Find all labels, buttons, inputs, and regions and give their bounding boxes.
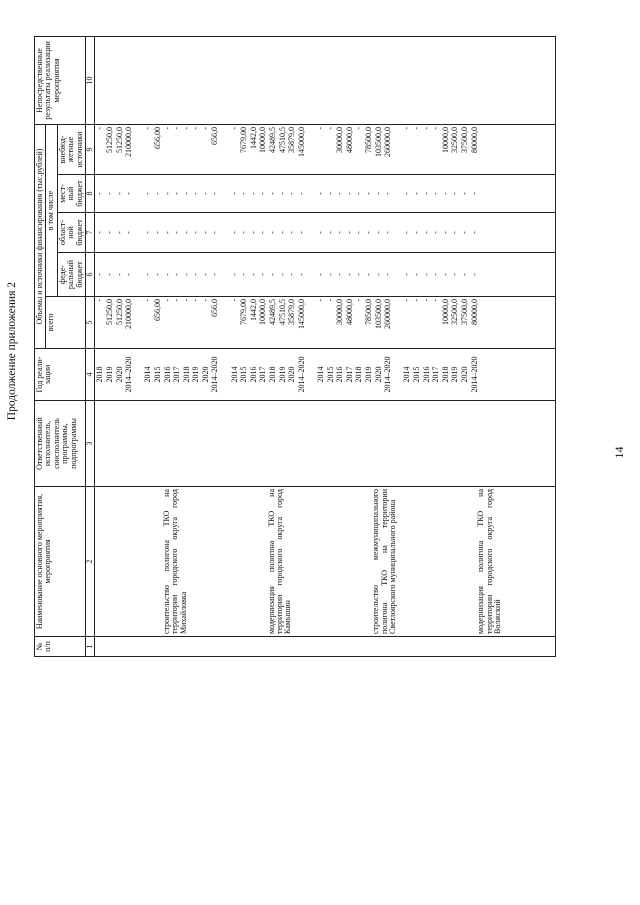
regional-value: - [152, 231, 162, 234]
year-value: 2016 [335, 366, 345, 383]
regional-value: - [335, 231, 345, 234]
local-value: - [469, 192, 479, 195]
year-value: 2015 [239, 366, 249, 383]
column-number: 4 [85, 349, 94, 401]
federal-value: - [431, 273, 441, 276]
local-cell [95, 175, 556, 213]
extrabudget-value: 37500,0 [459, 127, 469, 153]
year-value: 2014 [143, 366, 153, 383]
federal-value: - [354, 273, 364, 276]
local-value: - [411, 192, 421, 195]
local-value: - [191, 192, 201, 195]
extrabudget-value: 1442,0 [248, 127, 258, 149]
year-value: 2019 [104, 366, 114, 383]
column-number: 3 [85, 401, 94, 487]
extrabudget-value: - [162, 127, 172, 130]
federal-value: - [450, 273, 460, 276]
no-cell [95, 637, 556, 657]
appendix-title: Продолжение приложения 2 [6, 282, 18, 421]
regional-value: - [469, 231, 479, 234]
header-year: Год реали- зации [35, 349, 86, 401]
year-value: 2020 [287, 366, 297, 383]
regional-value: - [162, 231, 172, 234]
header-local: мест- ный бюджет [57, 175, 85, 213]
name-cell [95, 487, 556, 637]
regional-value: - [143, 231, 153, 234]
local-value: - [277, 192, 287, 195]
year-value: 2019 [191, 366, 201, 383]
federal-value: - [114, 273, 124, 276]
year-value: 2020 [459, 366, 469, 383]
extrabudget-value: 51250,0 [104, 127, 114, 153]
regional-value: - [325, 231, 335, 234]
extrabudget-value: - [172, 127, 182, 130]
total-value: - [162, 299, 172, 302]
total-value: 10000,0 [258, 299, 268, 325]
total-value: 10000,0 [440, 299, 450, 325]
regional-value: - [277, 231, 287, 234]
regional-value: - [181, 231, 191, 234]
federal-value: - [325, 273, 335, 276]
total-value: 656,0 [210, 299, 220, 317]
total-value: 42489,5 [268, 299, 278, 325]
regional-value: - [114, 231, 124, 234]
local-value: - [296, 192, 306, 195]
year-value: 2014 [316, 366, 325, 383]
year-value: 2014–2020 [296, 356, 306, 393]
federal-value: - [229, 273, 239, 276]
total-value: 260000,0 [383, 299, 393, 329]
extrabudget-value: 32500,0 [450, 127, 460, 153]
year-value: 2014–2020 [124, 356, 134, 393]
local-value: - [239, 192, 249, 195]
federal-value: - [210, 273, 220, 276]
total-value: 51250,0 [104, 299, 114, 325]
regional-value: - [296, 231, 306, 234]
regional-value: - [191, 231, 201, 234]
extrabudget-value: 210000,0 [124, 127, 134, 157]
total-value: - [316, 299, 325, 302]
year-value: 2020 [114, 366, 124, 383]
regional-value: - [258, 231, 268, 234]
total-value: 210000,0 [124, 299, 134, 329]
federal-value: - [143, 273, 153, 276]
column-number: 2 [85, 487, 94, 637]
regional-value: - [459, 231, 469, 234]
total-value: 37500,0 [459, 299, 469, 325]
header-result: Непосредственные результаты реализации мероприятия [35, 37, 86, 125]
local-value: - [181, 192, 191, 195]
extrabudget-cell [95, 125, 556, 175]
federal-value: - [104, 273, 114, 276]
header-regional: област- ной бюджет [57, 213, 85, 253]
extrabudget-value: - [354, 127, 364, 130]
header-extrabudget: внебюд- жетные источники [57, 125, 85, 175]
regional-value: - [104, 231, 114, 234]
federal-value: - [248, 273, 258, 276]
extrabudget-value: - [200, 127, 210, 130]
total-value: - [421, 299, 431, 302]
local-value: - [316, 192, 325, 195]
local-value: - [373, 192, 383, 195]
funding-table [34, 36, 556, 657]
extrabudget-value: 47510,5 [277, 127, 287, 153]
total-value: 656,00 [152, 299, 162, 321]
regional-value: - [354, 231, 364, 234]
total-value: 103500,0 [373, 299, 383, 329]
year-value: 2018 [440, 366, 450, 383]
federal-value: - [421, 273, 431, 276]
total-cell [95, 297, 556, 349]
federal-value: - [316, 273, 325, 276]
year-value: 2015 [411, 366, 421, 383]
table-row [95, 37, 556, 657]
result-cell [95, 37, 556, 125]
total-value: 78500,0 [363, 299, 373, 325]
extrabudget-value: 48000,0 [344, 127, 354, 153]
local-value: - [258, 192, 268, 195]
total-value: - [325, 299, 335, 302]
total-value: - [172, 299, 182, 302]
regional-value: - [248, 231, 258, 234]
extrabudget-value: - [316, 127, 325, 130]
year-cell [95, 349, 556, 401]
extrabudget-value: 51250,0 [114, 127, 124, 153]
local-value: - [229, 192, 239, 195]
column-number: 10 [85, 37, 94, 125]
regional-value: - [411, 231, 421, 234]
federal-value: - [191, 273, 201, 276]
year-value: 2017 [344, 366, 354, 383]
total-value: - [431, 299, 441, 302]
extrabudget-value: - [181, 127, 191, 130]
local-value: - [325, 192, 335, 195]
local-value: - [152, 192, 162, 195]
total-value: 7679,00 [239, 299, 249, 325]
federal-value: - [383, 273, 393, 276]
extrabudget-value: 145000,0 [296, 127, 306, 157]
extrabudget-value: - [325, 127, 335, 130]
extrabudget-value: 35879,0 [287, 127, 297, 153]
header-name: Наименование основного мероприятия, мероприятия [35, 487, 86, 637]
federal-value: - [162, 273, 172, 276]
federal-cell [95, 253, 556, 297]
total-value: - [229, 299, 239, 302]
extrabudget-value: 42489,5 [268, 127, 278, 153]
total-value: 48000,0 [344, 299, 354, 325]
local-value: - [459, 192, 469, 195]
regional-value: - [229, 231, 239, 234]
local-value: - [363, 192, 373, 195]
local-value: - [248, 192, 258, 195]
column-number: 9 [85, 125, 94, 175]
year-value: 2020 [200, 366, 210, 383]
extrabudget-value: 7679,00 [239, 127, 249, 153]
local-value: - [162, 192, 172, 195]
extrabudget-value: 30000,0 [335, 127, 345, 153]
column-number: 1 [85, 637, 94, 657]
measure-name: модернизация полигона ТКО на территории городского округа город Волжский [476, 489, 502, 634]
local-value: - [344, 192, 354, 195]
regional-value: - [210, 231, 220, 234]
extrabudget-value: 260000,0 [383, 127, 393, 157]
extrabudget-value: 78500,0 [363, 127, 373, 153]
total-value: - [95, 299, 105, 302]
regional-value: - [287, 231, 297, 234]
extrabudget-value: - [95, 127, 105, 130]
regional-value: - [268, 231, 278, 234]
federal-value: - [152, 273, 162, 276]
header-federal: феде- ральный бюджет [57, 253, 85, 297]
local-value: - [104, 192, 114, 195]
regional-value: - [373, 231, 383, 234]
year-value: 2017 [172, 366, 182, 383]
federal-value: - [296, 273, 306, 276]
total-value: - [411, 299, 421, 302]
local-value: - [431, 192, 441, 195]
total-value: - [200, 299, 210, 302]
year-value: 2014–2020 [383, 356, 393, 393]
regional-value: - [95, 231, 105, 234]
year-value: 2018 [354, 366, 364, 383]
federal-value: - [124, 273, 134, 276]
column-number: 8 [85, 175, 94, 213]
header-total: всего [46, 297, 86, 349]
year-value: 2018 [181, 366, 191, 383]
year-value: 2019 [450, 366, 460, 383]
local-value: - [210, 192, 220, 195]
header-including: в том числе [46, 125, 57, 297]
page-number: 14 [612, 446, 626, 459]
header-no: № п/п [35, 637, 86, 657]
local-value: - [450, 192, 460, 195]
extrabudget-value: - [411, 127, 421, 130]
federal-value: - [344, 273, 354, 276]
regional-value: - [200, 231, 210, 234]
federal-value: - [258, 273, 268, 276]
extrabudget-value: 80000,0 [469, 127, 479, 153]
federal-value: - [268, 273, 278, 276]
regional-value: - [363, 231, 373, 234]
local-value: - [95, 192, 105, 195]
year-value: 2019 [363, 366, 373, 383]
responsible-cell [95, 401, 556, 487]
federal-value: - [402, 273, 412, 276]
extrabudget-value: - [229, 127, 239, 130]
year-value: 2020 [373, 366, 383, 383]
local-value: - [124, 192, 134, 195]
federal-value: - [440, 273, 450, 276]
total-value: - [402, 299, 412, 302]
local-value: - [114, 192, 124, 195]
extrabudget-value: - [402, 127, 412, 130]
regional-value: - [402, 231, 412, 234]
federal-value: - [181, 273, 191, 276]
year-value: 2015 [325, 366, 335, 383]
regional-value: - [450, 231, 460, 234]
year-value: 2016 [162, 366, 172, 383]
year-value: 2018 [268, 366, 278, 383]
year-value: 2014–2020 [469, 356, 479, 393]
federal-value: - [200, 273, 210, 276]
extrabudget-value: - [143, 127, 153, 130]
federal-value: - [335, 273, 345, 276]
federal-value: - [469, 273, 479, 276]
header-funding: Объемы и источники финансирования (тыс.рублей) [35, 125, 46, 349]
year-value: 2017 [431, 366, 441, 383]
federal-value: - [363, 273, 373, 276]
total-value: 47510,5 [277, 299, 287, 325]
local-value: - [421, 192, 431, 195]
federal-value: - [287, 273, 297, 276]
local-value: - [383, 192, 393, 195]
extrabudget-value: 10000,0 [258, 127, 268, 153]
year-value: 2015 [152, 366, 162, 383]
total-value: 30000,0 [335, 299, 345, 325]
regional-value: - [239, 231, 249, 234]
total-value: 80000,0 [469, 299, 479, 325]
regional-value: - [421, 231, 431, 234]
federal-value: - [277, 273, 287, 276]
total-value: - [354, 299, 364, 302]
local-value: - [268, 192, 278, 195]
year-value: 2014 [402, 366, 412, 383]
total-value: 145000,0 [296, 299, 306, 329]
regional-value: - [172, 231, 182, 234]
year-value: 2014–2020 [210, 356, 220, 393]
year-value: 2017 [258, 366, 268, 383]
year-value: 2018 [95, 366, 105, 383]
total-value: - [143, 299, 153, 302]
extrabudget-value: 656,0 [210, 127, 220, 145]
total-value: 32500,0 [450, 299, 460, 325]
regional-value: - [431, 231, 441, 234]
federal-value: - [373, 273, 383, 276]
extrabudget-value: 103500,0 [373, 127, 383, 157]
local-value: - [172, 192, 182, 195]
column-number: 7 [85, 213, 94, 253]
regional-cell [95, 213, 556, 253]
year-value: 2014 [229, 366, 239, 383]
extrabudget-value: - [191, 127, 201, 130]
regional-value: - [440, 231, 450, 234]
federal-value: - [459, 273, 469, 276]
total-value: - [181, 299, 191, 302]
extrabudget-value: - [431, 127, 441, 130]
year-value: 2019 [277, 366, 287, 383]
total-value: 1442,0 [248, 299, 258, 321]
column-number-row [85, 37, 94, 657]
extrabudget-value: 656,00 [152, 127, 162, 149]
measure-name: строительство полигона ТКО на территории городского округа город Михайловка [161, 489, 188, 634]
federal-value: - [172, 273, 182, 276]
measure-name: строительство межмуниципального полигона ТКО на территории Светлоярского муниципального района [371, 489, 398, 634]
regional-value: - [344, 231, 354, 234]
local-value: - [402, 192, 412, 195]
regional-value: - [383, 231, 393, 234]
regional-value: - [124, 231, 134, 234]
federal-value: - [239, 273, 249, 276]
local-value: - [287, 192, 297, 195]
federal-value: - [411, 273, 421, 276]
local-value: - [440, 192, 450, 195]
year-value: 2016 [248, 366, 258, 383]
extrabudget-value: 10000,0 [440, 127, 450, 153]
header-responsible: Ответственный исполнитель, соисполнитель программы, подпрограммы [35, 401, 86, 487]
column-number: 6 [85, 253, 94, 297]
year-value: 2016 [421, 366, 431, 383]
local-value: - [200, 192, 210, 195]
column-number: 5 [85, 297, 94, 349]
local-value: - [143, 192, 153, 195]
regional-value: - [316, 231, 325, 234]
measure-name: модернизация полигона ТКО на территории городского округа город Камышин [266, 489, 293, 634]
local-value: - [335, 192, 345, 195]
local-value: - [354, 192, 364, 195]
total-value: 35879,0 [287, 299, 297, 325]
total-value: 51250,0 [114, 299, 124, 325]
federal-value: - [95, 273, 105, 276]
extrabudget-value: - [421, 127, 431, 130]
measure-name [96, 489, 134, 634]
total-value: - [191, 299, 201, 302]
table-body [95, 37, 556, 657]
